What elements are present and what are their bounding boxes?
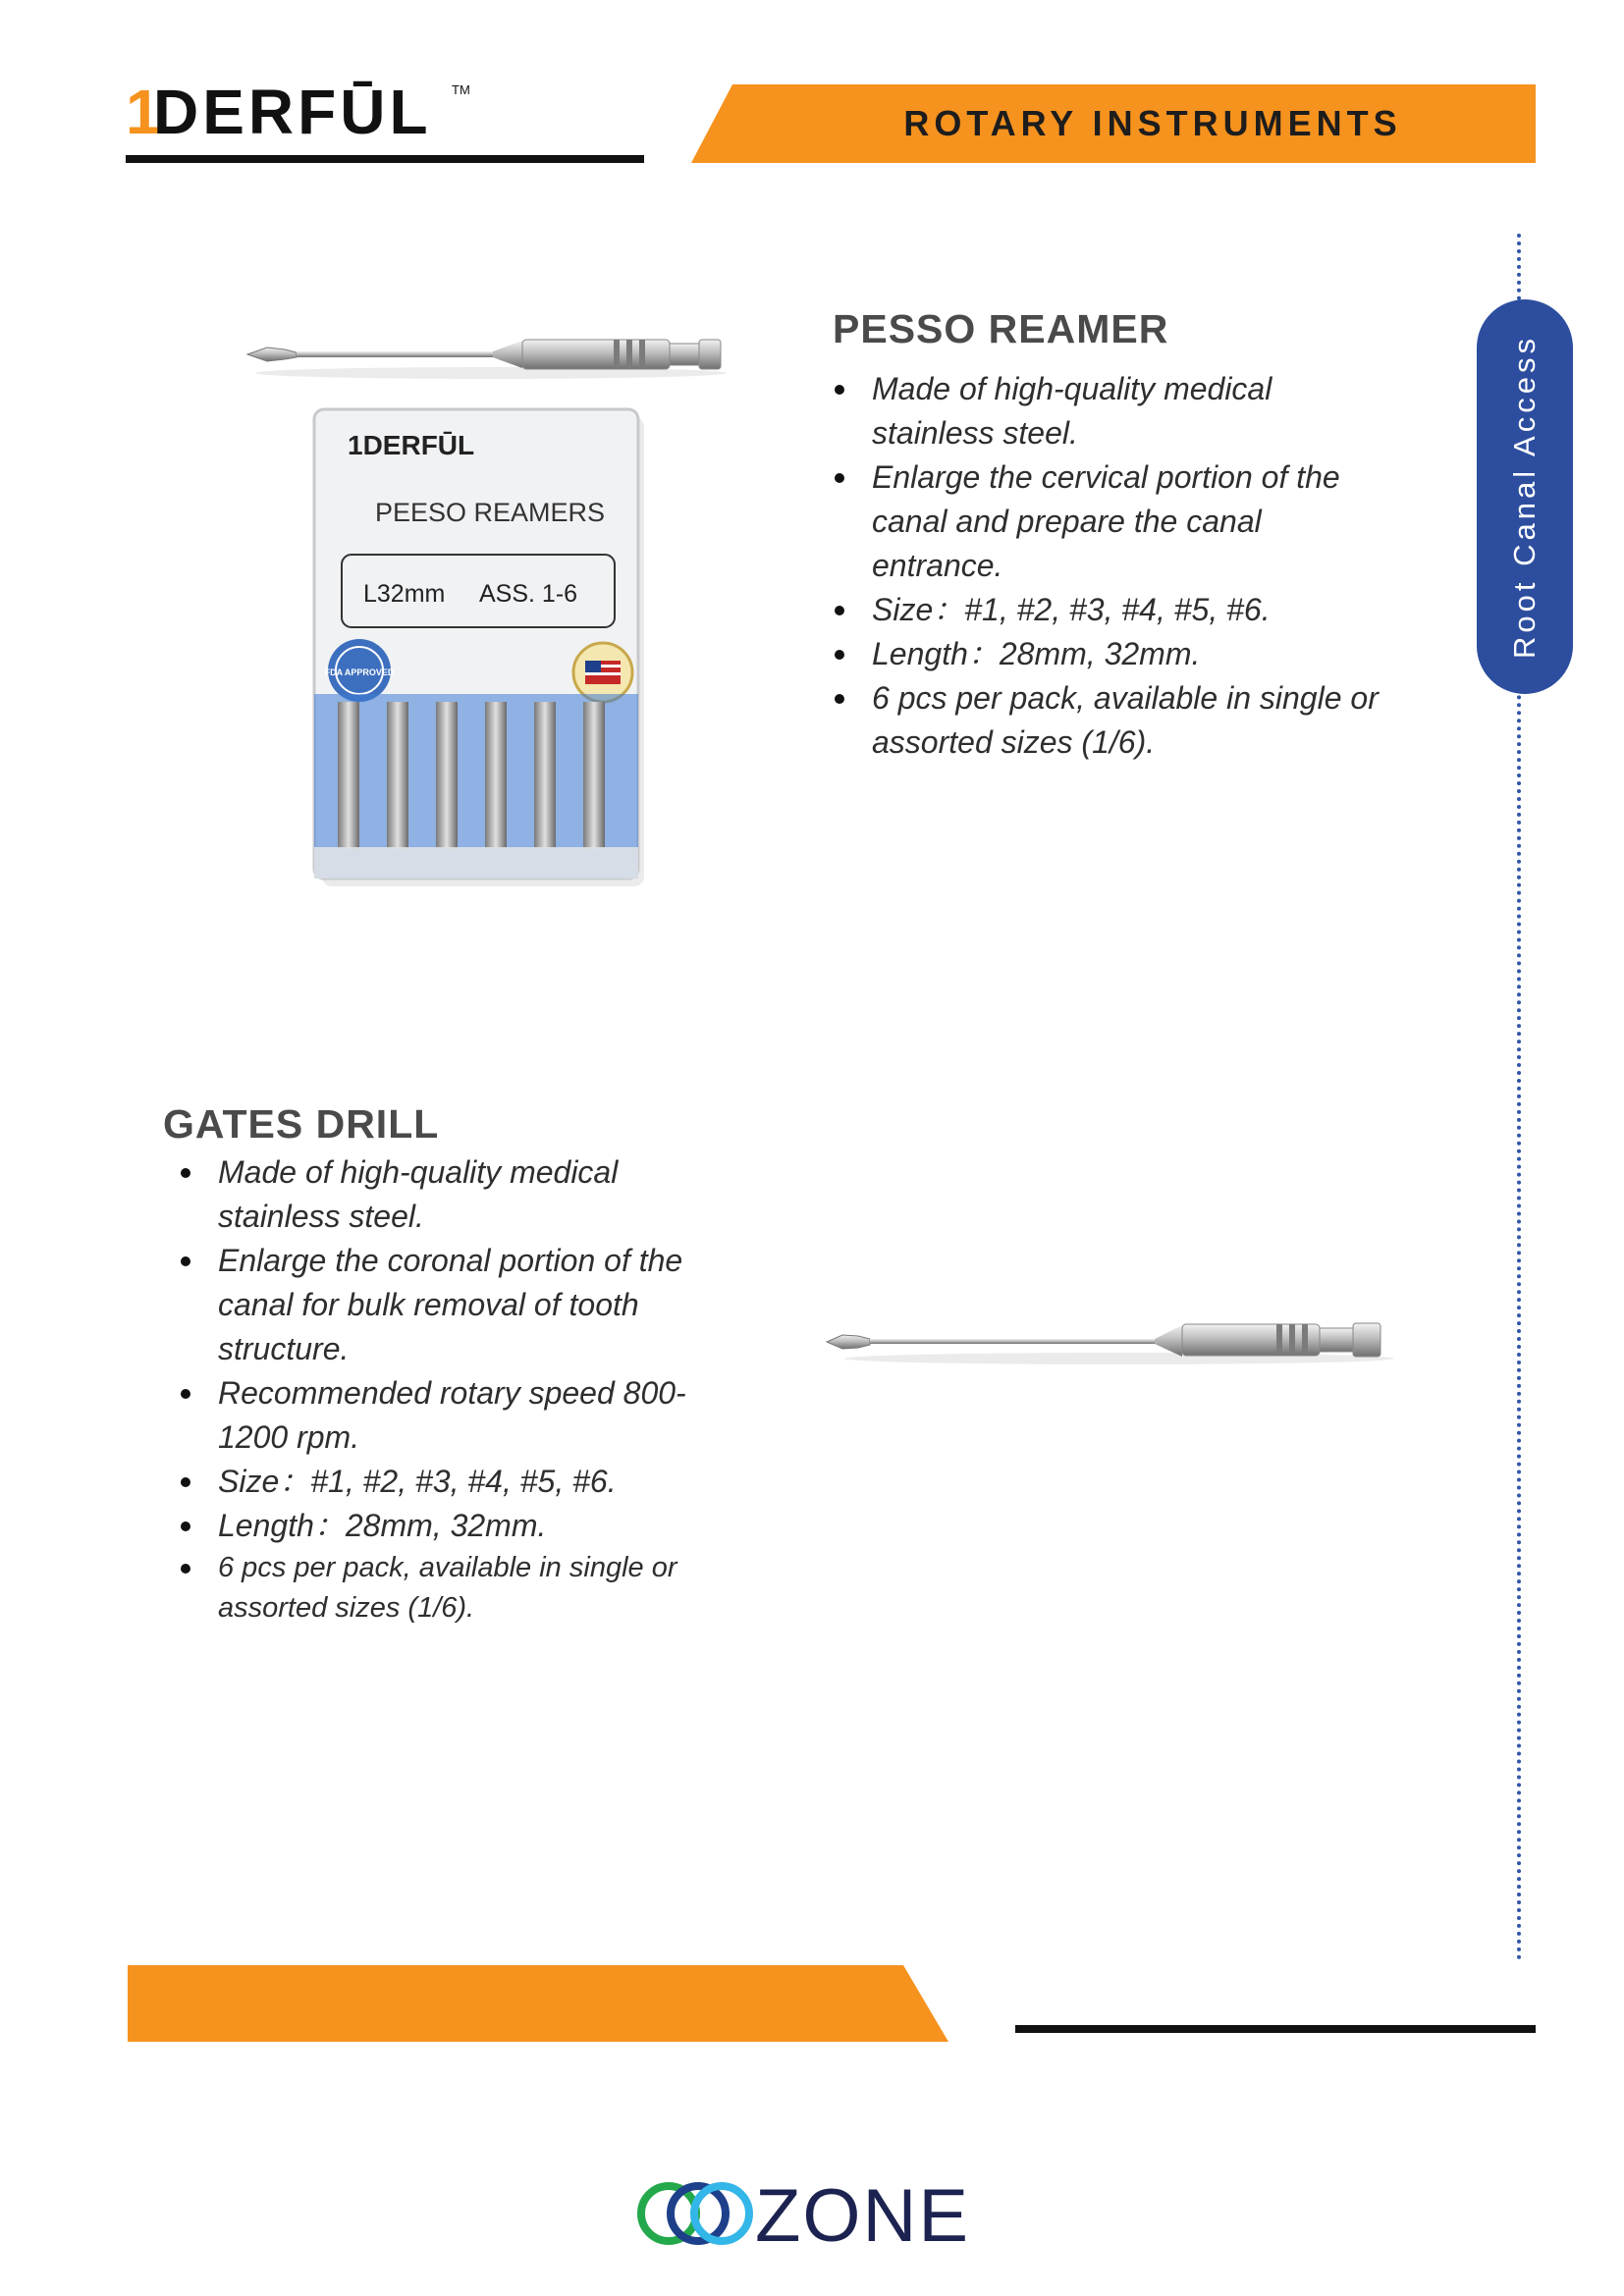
package-length: L32mm [363, 580, 446, 608]
gates-drill-features [177, 1150, 727, 1629]
package-assortment: ASS. 1-6 [479, 580, 578, 608]
header-rule [126, 155, 644, 163]
pesso-reamer-features [831, 367, 1400, 765]
feature-item: Size：#1, #2, #3, #4, #5, #6. [177, 1460, 727, 1504]
ozone-logo [633, 2174, 1006, 2253]
feature-item: Made of high-quality medical stainless steel. [177, 1150, 727, 1239]
gates-drill-image [825, 1306, 1404, 1370]
brand-logo-tm: TM [452, 82, 470, 97]
product-title-pesso-reamer: PESSO REAMER [833, 306, 1169, 351]
section-title: ROTARY INSTRUMENTS [903, 103, 1402, 143]
feature-item: Size：#1, #2, #3, #4, #5, #6. [831, 588, 1400, 632]
ozone-logo-text: ZONE [755, 2174, 971, 2253]
feature-item: Recommended rotary speed 800-1200 rpm. [177, 1371, 727, 1460]
feature-item: Enlarge the coronal portion of the canal for bulk removal of tooth structure. [177, 1239, 727, 1371]
footer-rule [1015, 2025, 1536, 2033]
brand-logo-prefix: 1 [126, 77, 161, 145]
feature-item: Length：28mm, 32mm. [831, 632, 1400, 676]
pesso-reamer-package-image [312, 407, 650, 888]
feature-item: Length：28mm, 32mm. [177, 1504, 727, 1548]
package-brand: 1DERFŪL [348, 430, 475, 460]
package-fda-badge: FDA APPROVED [324, 667, 395, 677]
feature-item: Made of high-quality medical stainless steel. [831, 367, 1400, 455]
brand-logo-name: DERFŪL [153, 77, 432, 145]
feature-item: 6 pcs per pack, available in single or assorted sizes (1/6). [177, 1548, 727, 1629]
side-tab-label: Root Canal Access [1507, 335, 1543, 659]
feature-item: 6 pcs per pack, available in single or assorted sizes (1/6). [831, 676, 1400, 765]
brand-logo [126, 77, 479, 145]
product-title-gates-drill: GATES DRILL [163, 1101, 440, 1147]
package-product-name: PEESO REAMERS [375, 498, 606, 527]
feature-item: Enlarge the cervical portion of the canal and prepare the canal entrance. [831, 455, 1400, 588]
footer-banner [128, 1965, 948, 2042]
pesso-reamer-image [245, 324, 736, 385]
